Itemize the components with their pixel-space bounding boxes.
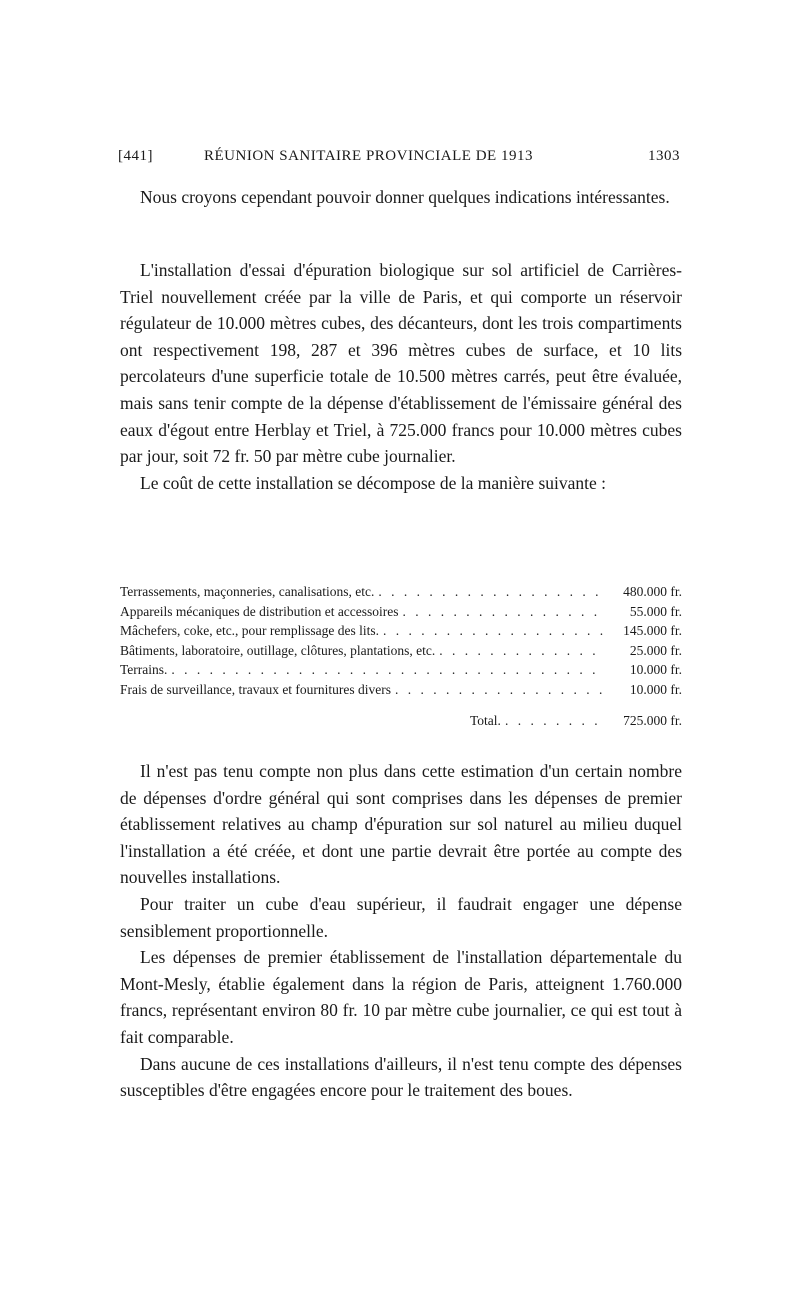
paragraph: Les dépenses de premier établissement de l'installation départementale du Mont-Mesly, établie également dans la région de Paris, atteignent 1.760.000 francs, représentant environ 80 fr. 10 par mètre cube journalier, ce qui est tout à fait comparable. [120, 947, 682, 1047]
cost-label: Terrains. [120, 662, 168, 677]
leader-dots [379, 621, 604, 641]
leader-dots [435, 641, 604, 661]
cost-value: 10.000 fr. [629, 662, 682, 677]
cost-label: Mâchefers, coke, etc., pour remplissage des lits. [120, 623, 380, 638]
cost-label: Terrassements, maçonneries, canalisations, etc. [120, 584, 375, 599]
leader-dots [374, 582, 604, 602]
cost-value: 10.000 fr. [629, 681, 682, 697]
header-title: RÉUNION SANITAIRE PROVINCIALE DE 1913 [204, 148, 533, 164]
leader-dots [501, 711, 604, 731]
paragraph: L'installation d'essai d'épuration biologique sur sol artificiel de Carrières-Triel nouvellement créée par la ville de Paris, et qui comporte un réservoir régulateur de 10.000 mètres cubes, des décanteurs, dont les trois compartiments ont respectivement 198, 287 et 396 mètres cubes de surface, et 10 lits percolateurs d'une superficie totale de 10.500 mètres carrés, peut être évaluée, mais sans tenir compte de la dépense d'établissement de l'émissaire général des eaux d'égout entre Herblay et Triel, à 725.000 francs pour 10.000 mètres cubes par jour, soit 72 fr. 50 par mètre cube journalier. [120, 260, 682, 467]
cost-value: 25.000 fr. [629, 642, 682, 658]
intro-paragraph-block [120, 184, 682, 211]
cost-label: Bâtiments, laboratoire, outillage, clôtures, plantations, etc. [120, 642, 436, 658]
running-header [118, 148, 680, 172]
paragraph: Il n'est pas tenu compte non plus dans cette estimation d'un certain nombre de dépenses d'ordre général qui sont comprises dans les dépenses de premier établissement relatives au champ d'épuration sur sol naturel au milieu duquel l'installation a été créée, et dont une partie devrait être portée au compte des nouvelles installations. [120, 761, 682, 888]
paragraph: Le coût de cette installation se décompose de la manière suivante : [140, 472, 607, 493]
cost-value: 145.000 fr. [623, 623, 682, 638]
page-number: 1303 [648, 148, 680, 164]
paragraph: Dans aucune de ces installations d'ailleurs, il n'est tenu compte des dépenses susceptibles d'être engagées encore pour le traitement des boues. [120, 1053, 682, 1101]
cost-table [120, 582, 682, 731]
cost-label: Frais de surveillance, travaux et fournitures divers [120, 681, 392, 697]
leader-dots [391, 680, 604, 700]
paragraph: Nous croyons cependant pouvoir donner quelques indications intéressantes. [140, 187, 670, 207]
cost-value: 480.000 fr. [623, 584, 682, 599]
closing-paragraph-block [120, 758, 682, 1104]
paragraph: Pour traiter un cube d'eau supérieur, il faudrait engager une dépense sensiblement proportionnelle. [120, 893, 682, 941]
total-value: 725.000 fr. [623, 713, 682, 728]
description-paragraph-block [120, 257, 682, 496]
cost-label: Appareils mécaniques de distribution et accessoires [120, 603, 399, 619]
cost-row [120, 621, 682, 641]
cost-row [120, 680, 682, 700]
cost-total-row [120, 711, 682, 731]
cost-value: 55.000 fr. [629, 603, 682, 619]
cost-row [120, 660, 682, 680]
cost-row [120, 602, 682, 622]
leader-dots [167, 660, 604, 680]
cost-row [120, 582, 682, 602]
leader-dots [399, 602, 604, 622]
header-bracket-number: [441] [118, 148, 153, 164]
cost-row [120, 641, 682, 661]
total-label: Total. [470, 713, 501, 728]
